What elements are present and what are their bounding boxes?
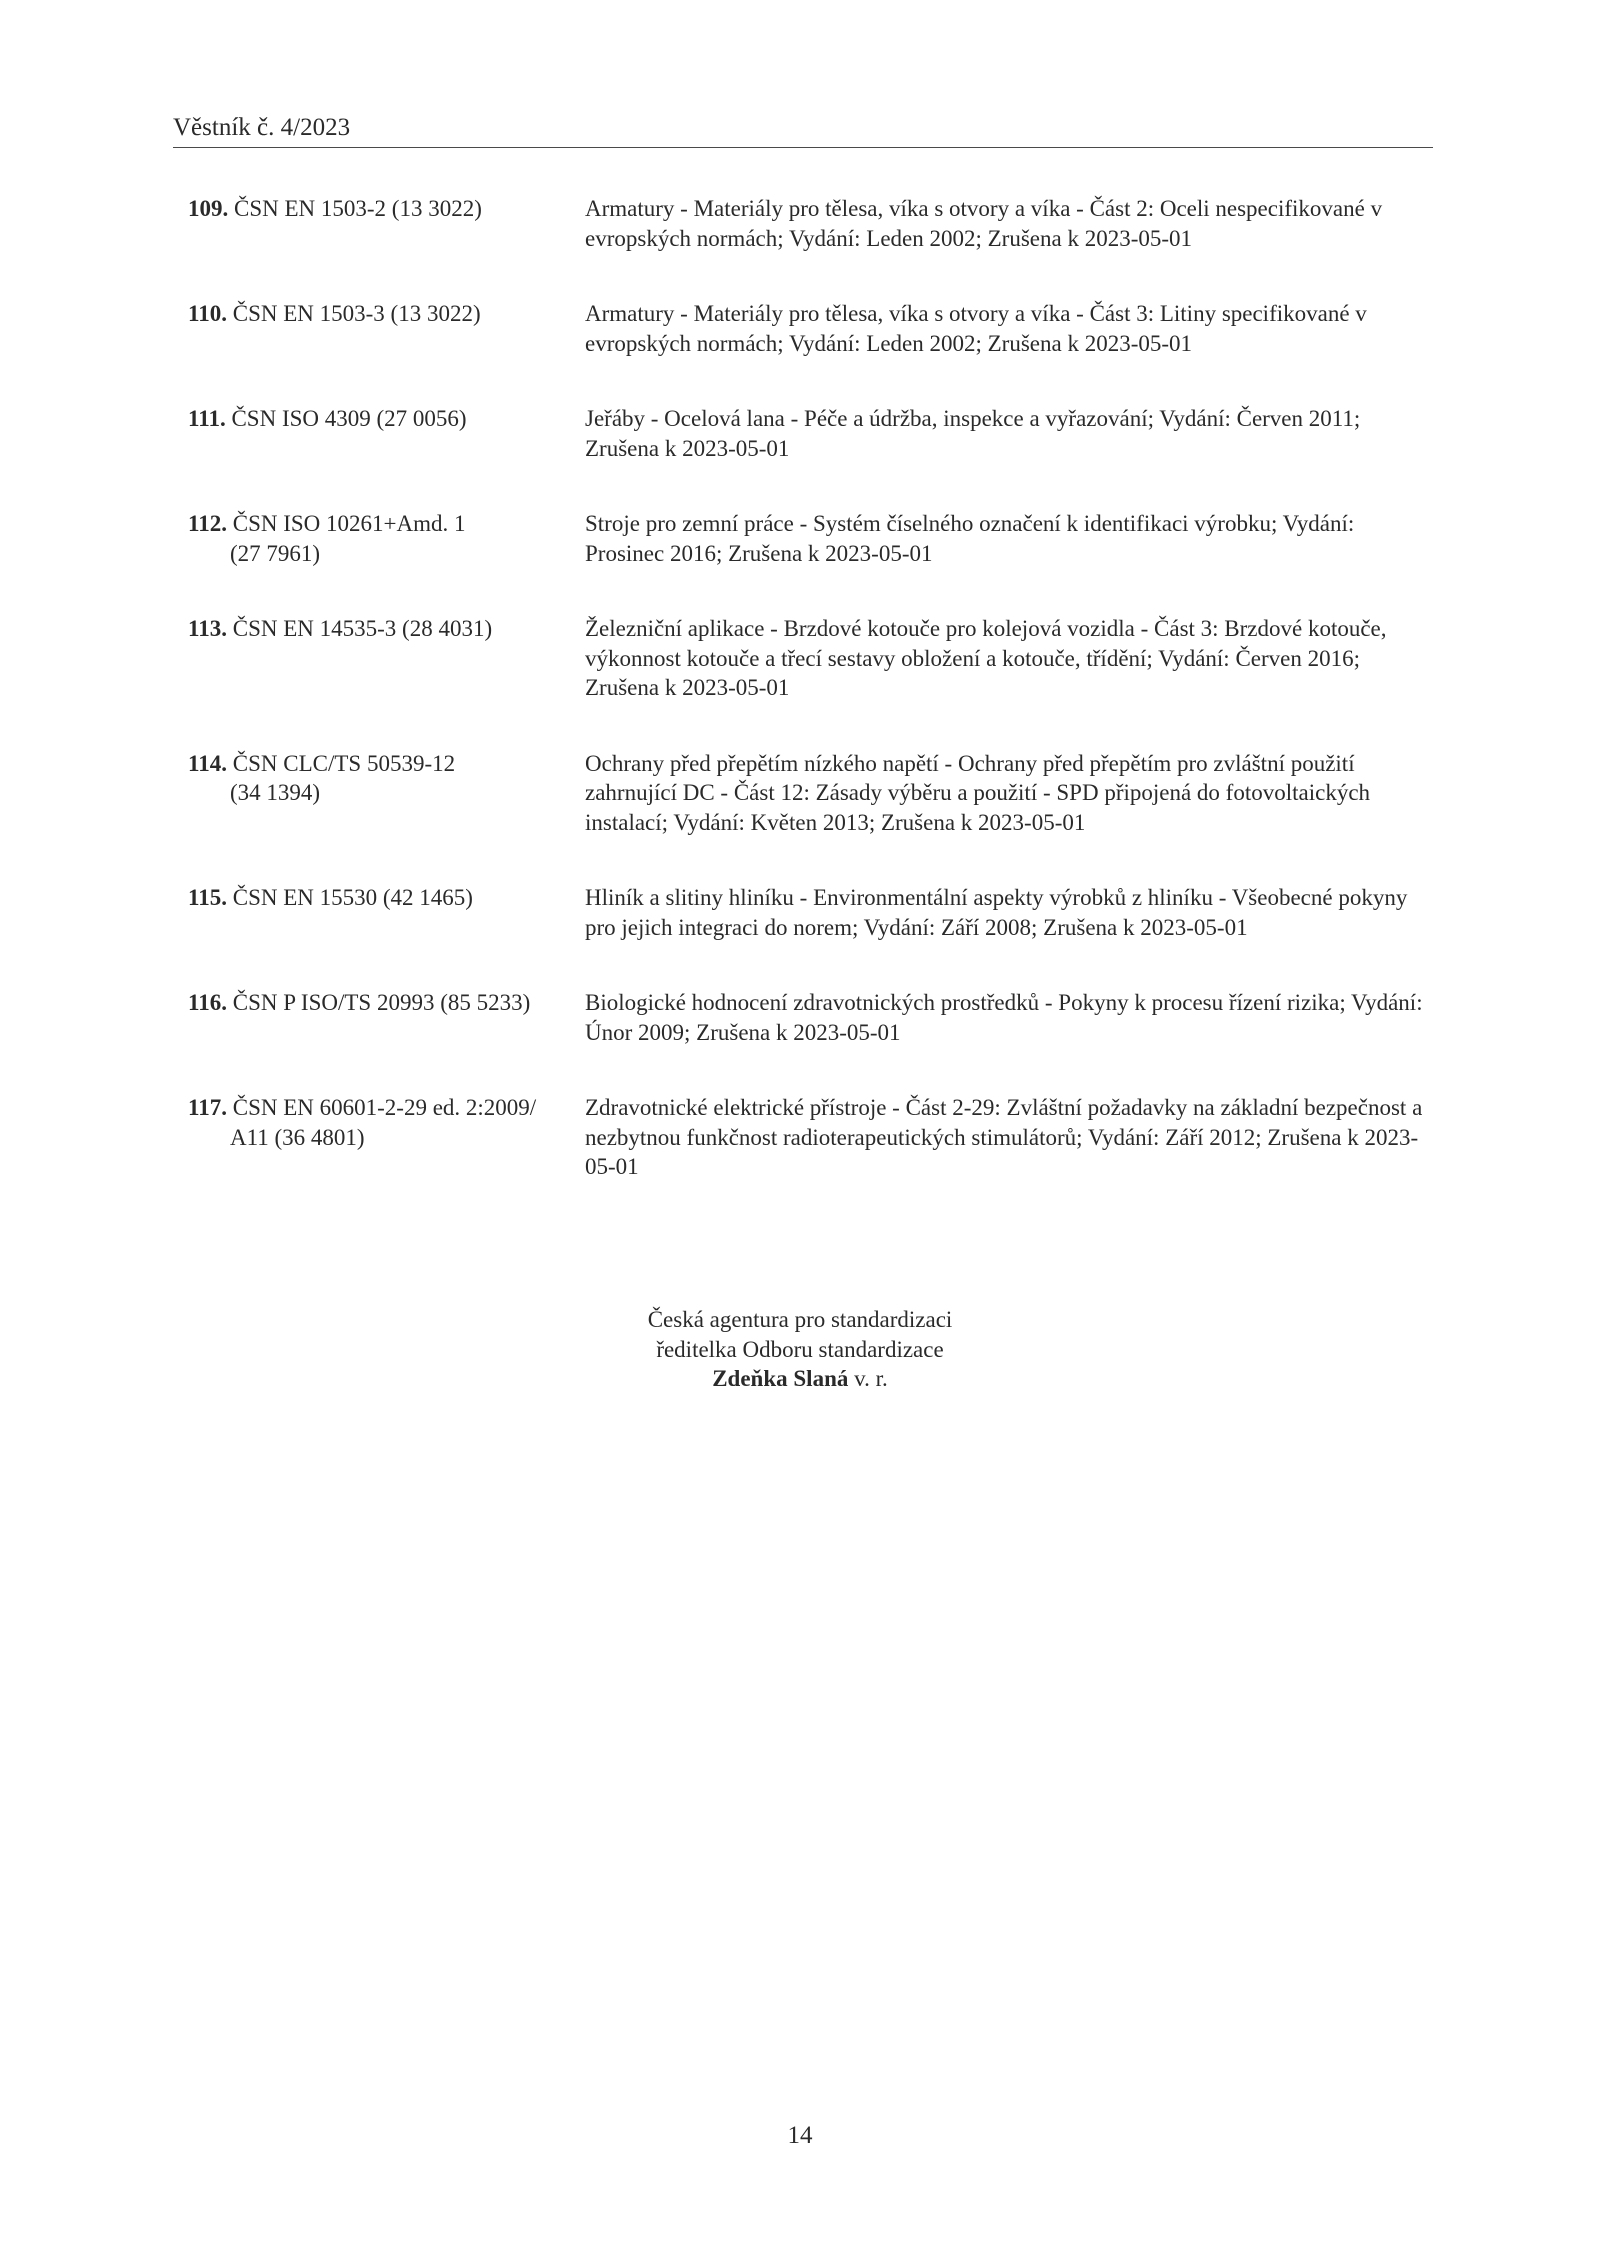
standard-entry <box>188 404 1438 463</box>
standard-code <box>188 299 585 358</box>
agency-name: Česká agentura pro standardizaci <box>647 1307 953 1332</box>
standard-entry <box>188 509 1438 568</box>
standard-designation: ČSN EN 1503-2 (13 3022) <box>228 196 482 221</box>
standard-entry <box>188 1093 1438 1182</box>
bulletin-title: Věstník č. 4/2023 <box>173 114 351 141</box>
standard-entry <box>188 883 1438 942</box>
signatory-line <box>0 1364 1600 1394</box>
standard-code <box>188 749 585 838</box>
entry-number: 110. <box>188 301 227 326</box>
standard-description: Armatury - Materiály pro tělesa, víka s otvory a víka - Část 3: Litiny specifikované v evropských normách; Vydání: Leden 2002; Zrušena k 2023-05-01 <box>585 301 1367 356</box>
signatory-position: ředitelka Odboru standardizace <box>656 1336 944 1362</box>
standard-designation: ČSN EN 14535-3 (28 4031) <box>226 616 493 641</box>
standard-designation: ČSN ISO 10261+Amd. 1 <box>226 511 466 536</box>
standard-entry <box>188 749 1438 838</box>
standard-code <box>188 509 585 568</box>
standard-designation: ČSN EN 60601-2-29 ed. 2:2009/ <box>226 1095 537 1120</box>
standard-description: Hliník a slitiny hliníku - Environmentální aspekty výrobků z hliníku - Všeobecné pokyny pro jejich integraci do norem; Vydání: Září 2008; Zrušena k 2023-05-01 <box>585 885 1408 940</box>
standard-designation: ČSN EN 15530 (42 1465) <box>226 885 473 910</box>
entry-number: 117. <box>188 1095 227 1120</box>
standard-entry <box>188 299 1438 358</box>
signatory-suffix: v. r. <box>848 1366 888 1391</box>
standard-entry <box>188 614 1438 703</box>
standard-code <box>188 1093 585 1182</box>
standard-description: Armatury - Materiály pro tělesa, víka s otvory a víka - Část 2: Oceli nespecifikované v evropských normách; Vydání: Leden 2002; Zrušena k 2023-05-01 <box>585 196 1383 251</box>
signatory-name: Zdeňka Slaná <box>712 1366 849 1391</box>
standard-entry <box>188 988 1438 1047</box>
standard-designation-cont: A11 (36 4801) <box>230 1124 365 1150</box>
standard-designation: ČSN EN 1503-3 (13 3022) <box>226 301 481 326</box>
entry-number: 113. <box>188 616 227 641</box>
entry-number: 111. <box>188 406 226 431</box>
standard-code <box>188 883 585 942</box>
standard-description: Železniční aplikace - Brzdové kotouče pro kolejová vozidla - Část 3: Brzdové kotouče, výkonnost kotouče a třecí sestavy obložení a kotouče, třídění; Vydání: Červen 2016; Zrušena k 2023-05-01 <box>585 616 1387 700</box>
standard-description: Jeřáby - Ocelová lana - Péče a údržba, inspekce a vyřazování; Vydání: Červen 2011; Zrušena k 2023-05-01 <box>585 406 1361 461</box>
standards-list <box>188 194 1438 1228</box>
standard-designation-cont: (34 1394) <box>230 780 321 805</box>
standard-designation: ČSN ISO 4309 (27 0056) <box>225 406 467 431</box>
standard-designation-cont: (27 7961) <box>230 540 321 566</box>
standard-entry <box>188 194 1438 253</box>
standard-description: Zdravotnické elektrické přístroje - Část 2-29: Zvláštní požadavky na základní bezpečnost a nezbytnou funkčnost radioterapeutických stimulátorů; Vydání: Září 2012; Zrušena k 2023-05-01 <box>585 1095 1423 1179</box>
page-number: 14 <box>787 2122 813 2149</box>
standard-designation: ČSN CLC/TS 50539-12 <box>226 750 456 776</box>
standard-description: Biologické hodnocení zdravotnických prostředků - Pokyny k procesu řízení rizika; Vydání: Únor 2009; Zrušena k 2023-05-01 <box>585 990 1423 1045</box>
entry-number: 112. <box>188 511 227 536</box>
standard-code <box>188 614 585 703</box>
entry-number: 114. <box>188 750 227 776</box>
entry-number: 116. <box>188 990 227 1015</box>
standard-description: Ochrany před přepětím nízkého napětí - Ochrany před přepětím pro zvláštní použití zahrnující DC - Část 12: Zásady výběru a použití - SPD připojená do fotovoltaických instalací; Vydání: Květen 2013; Zrušena k 2023-05-01 <box>585 750 1371 835</box>
standard-code <box>188 194 585 253</box>
standard-code <box>188 988 585 1047</box>
standard-code <box>188 404 585 463</box>
standard-description: Stroje pro zemní práce - Systém číselného označení k identifikaci výrobku; Vydání: Prosinec 2016; Zrušena k 2023-05-01 <box>585 511 1355 566</box>
signature-block <box>0 1305 1600 1394</box>
standard-designation: ČSN P ISO/TS 20993 (85 5233) <box>226 990 531 1015</box>
page-header <box>173 112 1433 148</box>
entry-number: 115. <box>188 885 227 910</box>
entry-number: 109. <box>188 196 229 221</box>
